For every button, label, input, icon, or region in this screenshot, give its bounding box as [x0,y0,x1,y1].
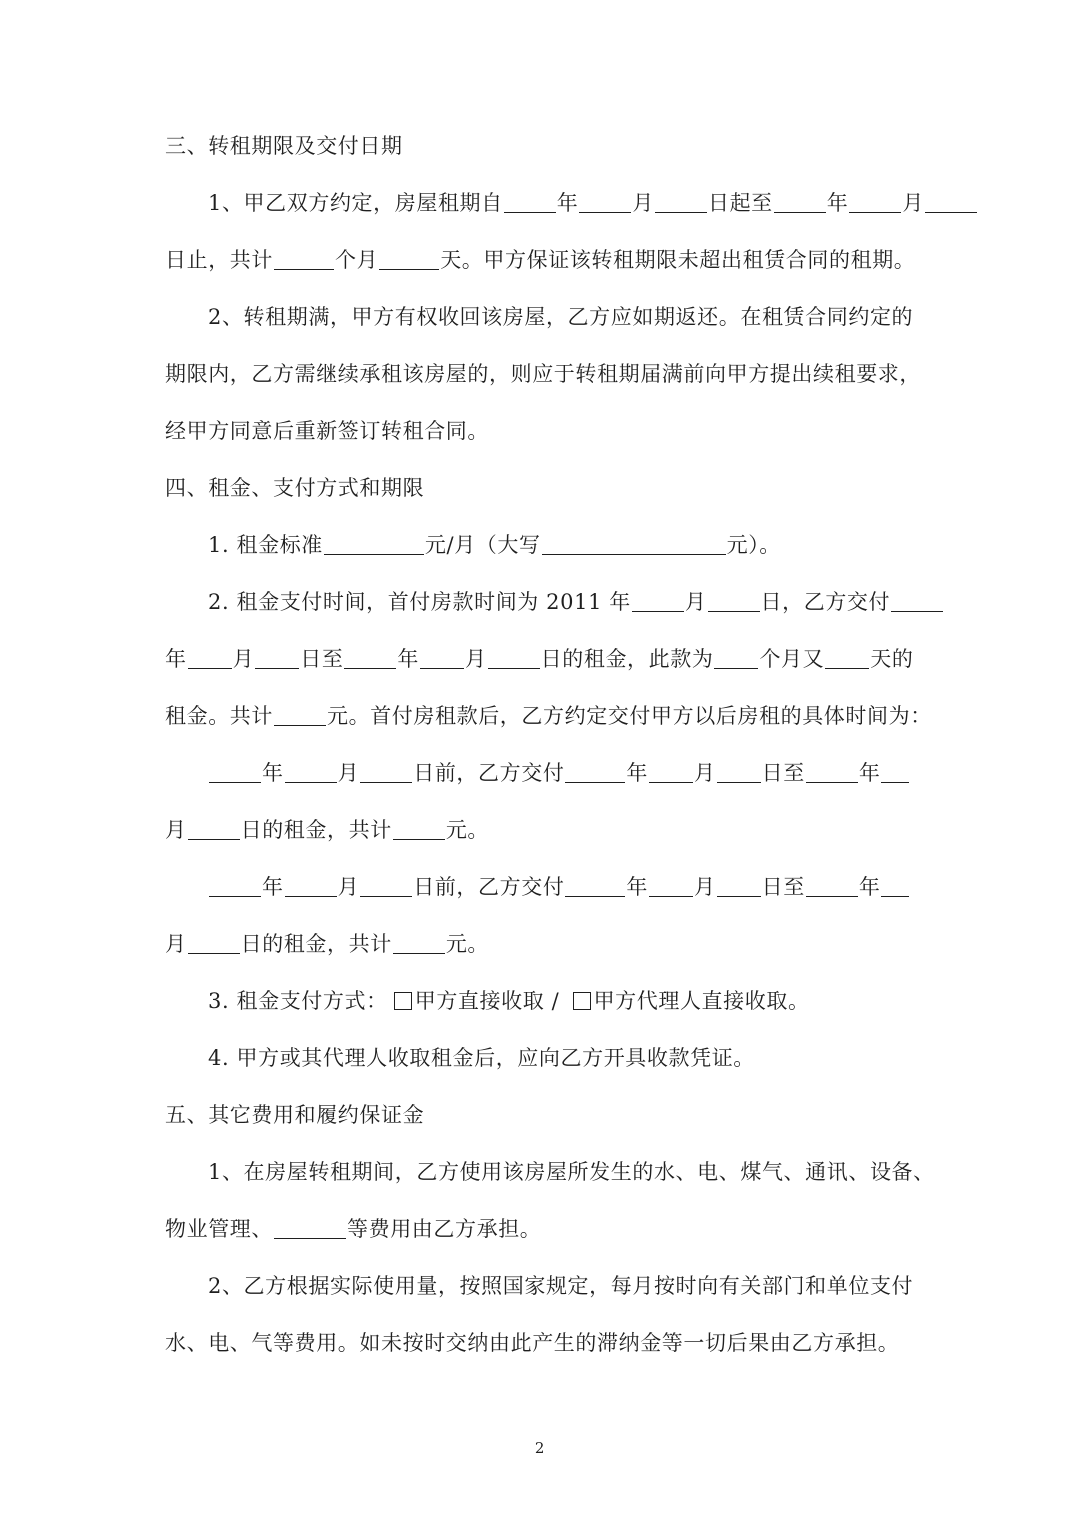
blank-line[interactable] [209,876,261,897]
blank-line[interactable] [565,762,625,783]
blank-line[interactable] [504,192,556,213]
blank-line[interactable] [274,249,334,270]
blank-line[interactable] [360,876,412,897]
section-4-heading: 四、租金、支付方式和期限 [165,476,425,500]
blank-line[interactable] [632,591,684,612]
blank-line[interactable] [274,1218,346,1239]
blank-line[interactable] [209,762,261,783]
clause-3-2-line-3: 经甲方同意后重新签订转租合同。 [165,419,489,443]
blank-line[interactable] [285,762,337,783]
blank-line[interactable] [274,705,326,726]
blank-line[interactable] [717,762,761,783]
blank-line[interactable] [925,192,977,213]
clause-3-1-line-2: 日止，共计 个月 天。甲方保证该转租期限未超出租赁合同的租期。 [165,248,916,272]
blank-line[interactable] [708,591,760,612]
schedule-row-1-line-2: 月 日的租金，共计 元。 [165,818,490,842]
blank-line[interactable] [717,876,761,897]
section-5-heading: 五、其它费用和履约保证金 [165,1103,425,1127]
checkbox-agent-direct[interactable] [573,992,591,1010]
schedule-row-2-line-1: 年 月 日前，乙方交付 年 月 日至 年 [208,872,910,902]
blank-line[interactable] [881,876,909,897]
blank-line[interactable] [188,933,240,954]
blank-line[interactable] [655,192,707,213]
blank-line[interactable] [881,762,909,783]
clause-5-1-line-2: 物业管理、 等费用由乙方承担。 [165,1217,542,1241]
blank-line[interactable] [825,648,869,669]
blank-line[interactable] [714,648,758,669]
schedule-row-1-line-1: 年 月 日前，乙方交付 年 月 日至 年 [208,758,910,788]
clause-5-2-line-2: 水、电、气等费用。如未按时交纳由此产生的滞纳金等一切后果由乙方承担。 [165,1331,900,1355]
clause-4-1: 1. 租金标准 元/月（大写 元）。 [208,533,781,557]
clause-4-2-line-1: 2. 租金支付时间，首付房款时间为 2011 年 月 日，乙方交付 [208,587,944,617]
blank-line[interactable] [806,876,858,897]
blank-line[interactable] [565,876,625,897]
blank-line[interactable] [188,648,232,669]
blank-line[interactable] [255,648,299,669]
blank-line[interactable] [806,762,858,783]
clause-4-2-line-2: 年 月 日至 年 月 日的租金，此款为 个月又 天的 [165,647,914,671]
blank-line[interactable] [849,192,901,213]
blank-line[interactable] [188,819,240,840]
blank-line[interactable] [542,534,726,555]
blank-line[interactable] [360,762,412,783]
blank-line[interactable] [891,591,943,612]
clause-5-2-line-1: 2、乙方根据实际使用量，按照国家规定，每月按时向有关部门和单位支付 [208,1274,914,1298]
schedule-row-2-line-2: 月 日的租金，共计 元。 [165,932,490,956]
blank-line[interactable] [324,534,424,555]
clause-3-2-line-2: 期限内，乙方需继续承租该房屋的，则应于转租期届满前向甲方提出续租要求， [165,362,921,386]
blank-line[interactable] [379,249,439,270]
clause-3-2-line-1: 2、转租期满，甲方有权收回该房屋，乙方应如期返还。在租赁合同约定的 [208,305,914,329]
blank-line[interactable] [488,648,540,669]
blank-line[interactable] [393,819,445,840]
checkbox-landlord-direct[interactable] [394,992,412,1010]
clause-4-4: 4. 甲方或其代理人收取租金后，应向乙方开具收款凭证。 [208,1046,755,1070]
blank-line[interactable] [344,648,396,669]
clause-4-2-line-3: 租金。共计 元。首付房租款后，乙方约定交付甲方以后房租的具体时间为： [165,704,932,728]
blank-line[interactable] [579,192,631,213]
blank-line[interactable] [649,876,693,897]
clause-5-1-line-1: 1、在房屋转租期间，乙方使用该房屋所发生的水、电、煤气、通讯、设备、 [208,1160,935,1184]
clause-4-3: 3. 租金支付方式： 甲方直接收取 / 甲方代理人直接收取。 [208,989,810,1013]
blank-line[interactable] [393,933,445,954]
blank-line[interactable] [649,762,693,783]
blank-line[interactable] [420,648,464,669]
section-3-heading: 三、转租期限及交付日期 [165,134,403,158]
blank-line[interactable] [285,876,337,897]
page-number: 2 [534,1439,546,1457]
clause-3-1-line-1: 1、甲乙双方约定，房屋租期自 年 月 日起至 年 月 [208,188,978,218]
blank-line[interactable] [774,192,826,213]
